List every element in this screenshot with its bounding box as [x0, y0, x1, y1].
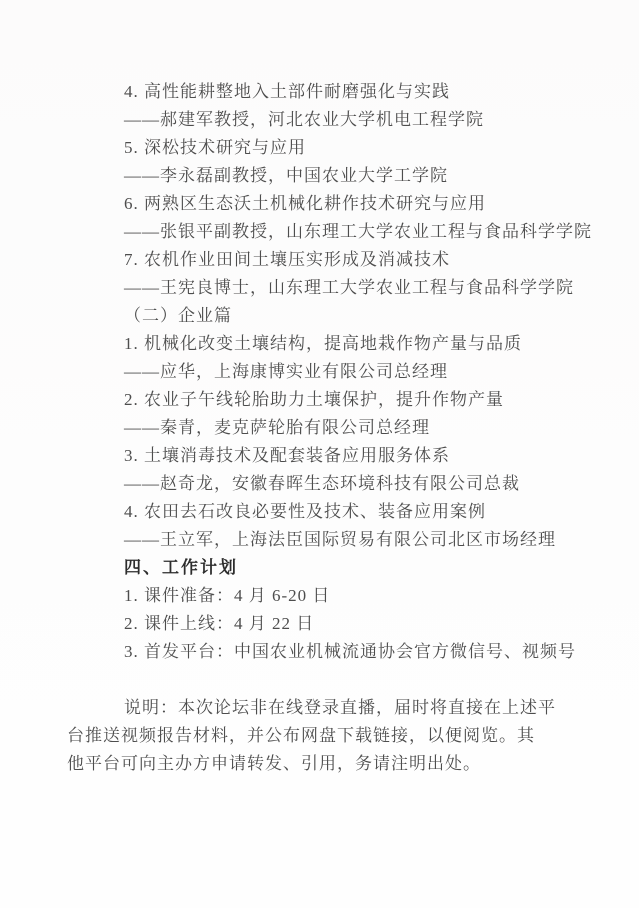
blank-line	[67, 666, 607, 694]
agenda-speaker-line: ——李永磊副教授，中国农业大学工学院	[124, 166, 448, 185]
agenda-topic-line: 1. 机械化改变土壤结构，提高地栽作物产量与品质	[124, 334, 522, 353]
agenda-speaker-line: ——应华，上海康博实业有限公司总经理	[124, 362, 448, 381]
agenda-speaker-line: ——王立军，上海法臣国际贸易有限公司北区市场经理	[124, 530, 556, 549]
agenda-topic-line: 7. 农机作业田间土壤压实形成及消减技术	[124, 250, 450, 269]
agenda-speaker-line: ——秦青，麦克萨轮胎有限公司总经理	[124, 418, 430, 437]
document-body	[67, 78, 607, 778]
plan-item: 2. 课件上线：4 月 22 日	[124, 614, 315, 633]
section-heading-work-plan: 四、工作计划	[124, 558, 238, 577]
subsection-heading-enterprise: （二）企业篇	[124, 306, 232, 325]
agenda-speaker-line: ——郝建军教授，河北农业大学机电工程学院	[124, 110, 484, 129]
agenda-topic-line: 5. 深松技术研究与应用	[124, 138, 306, 157]
agenda-speaker-line: ——王宪良博士，山东理工大学农业工程与食品科学学院	[124, 278, 574, 297]
agenda-topic-line: 4. 高性能耕整地入土部件耐磨强化与实践	[124, 82, 450, 101]
agenda-topic-line: 6. 两熟区生态沃土机械化耕作技术研究与应用	[124, 194, 486, 213]
note-line: 台推送视频报告材料，并公布网盘下载链接，以便阅览。其	[67, 726, 535, 745]
agenda-topic-line: 2. 农业子午线轮胎助力土壤保护，提升作物产量	[124, 390, 504, 409]
agenda-topic-line: 3. 土壤消毒技术及配套装备应用服务体系	[124, 446, 450, 465]
note-line: 他平台可向主办方申请转发、引用，务请注明出处。	[67, 754, 481, 773]
plan-item: 3. 首发平台：中国农业机械流通协会官方微信号、视频号	[124, 642, 576, 661]
agenda-topic-line: 4. 农田去石改良必要性及技术、装备应用案例	[124, 502, 486, 521]
agenda-speaker-line: ——赵奇龙，安徽春晖生态环境科技有限公司总裁	[124, 474, 520, 493]
agenda-speaker-line: ——张银平副教授，山东理工大学农业工程与食品科学学院	[124, 222, 592, 241]
note-line: 说明：本次论坛非在线登录直播，届时将直接在上述平	[124, 698, 556, 717]
plan-item: 1. 课件准备：4 月 6-20 日	[124, 586, 331, 605]
